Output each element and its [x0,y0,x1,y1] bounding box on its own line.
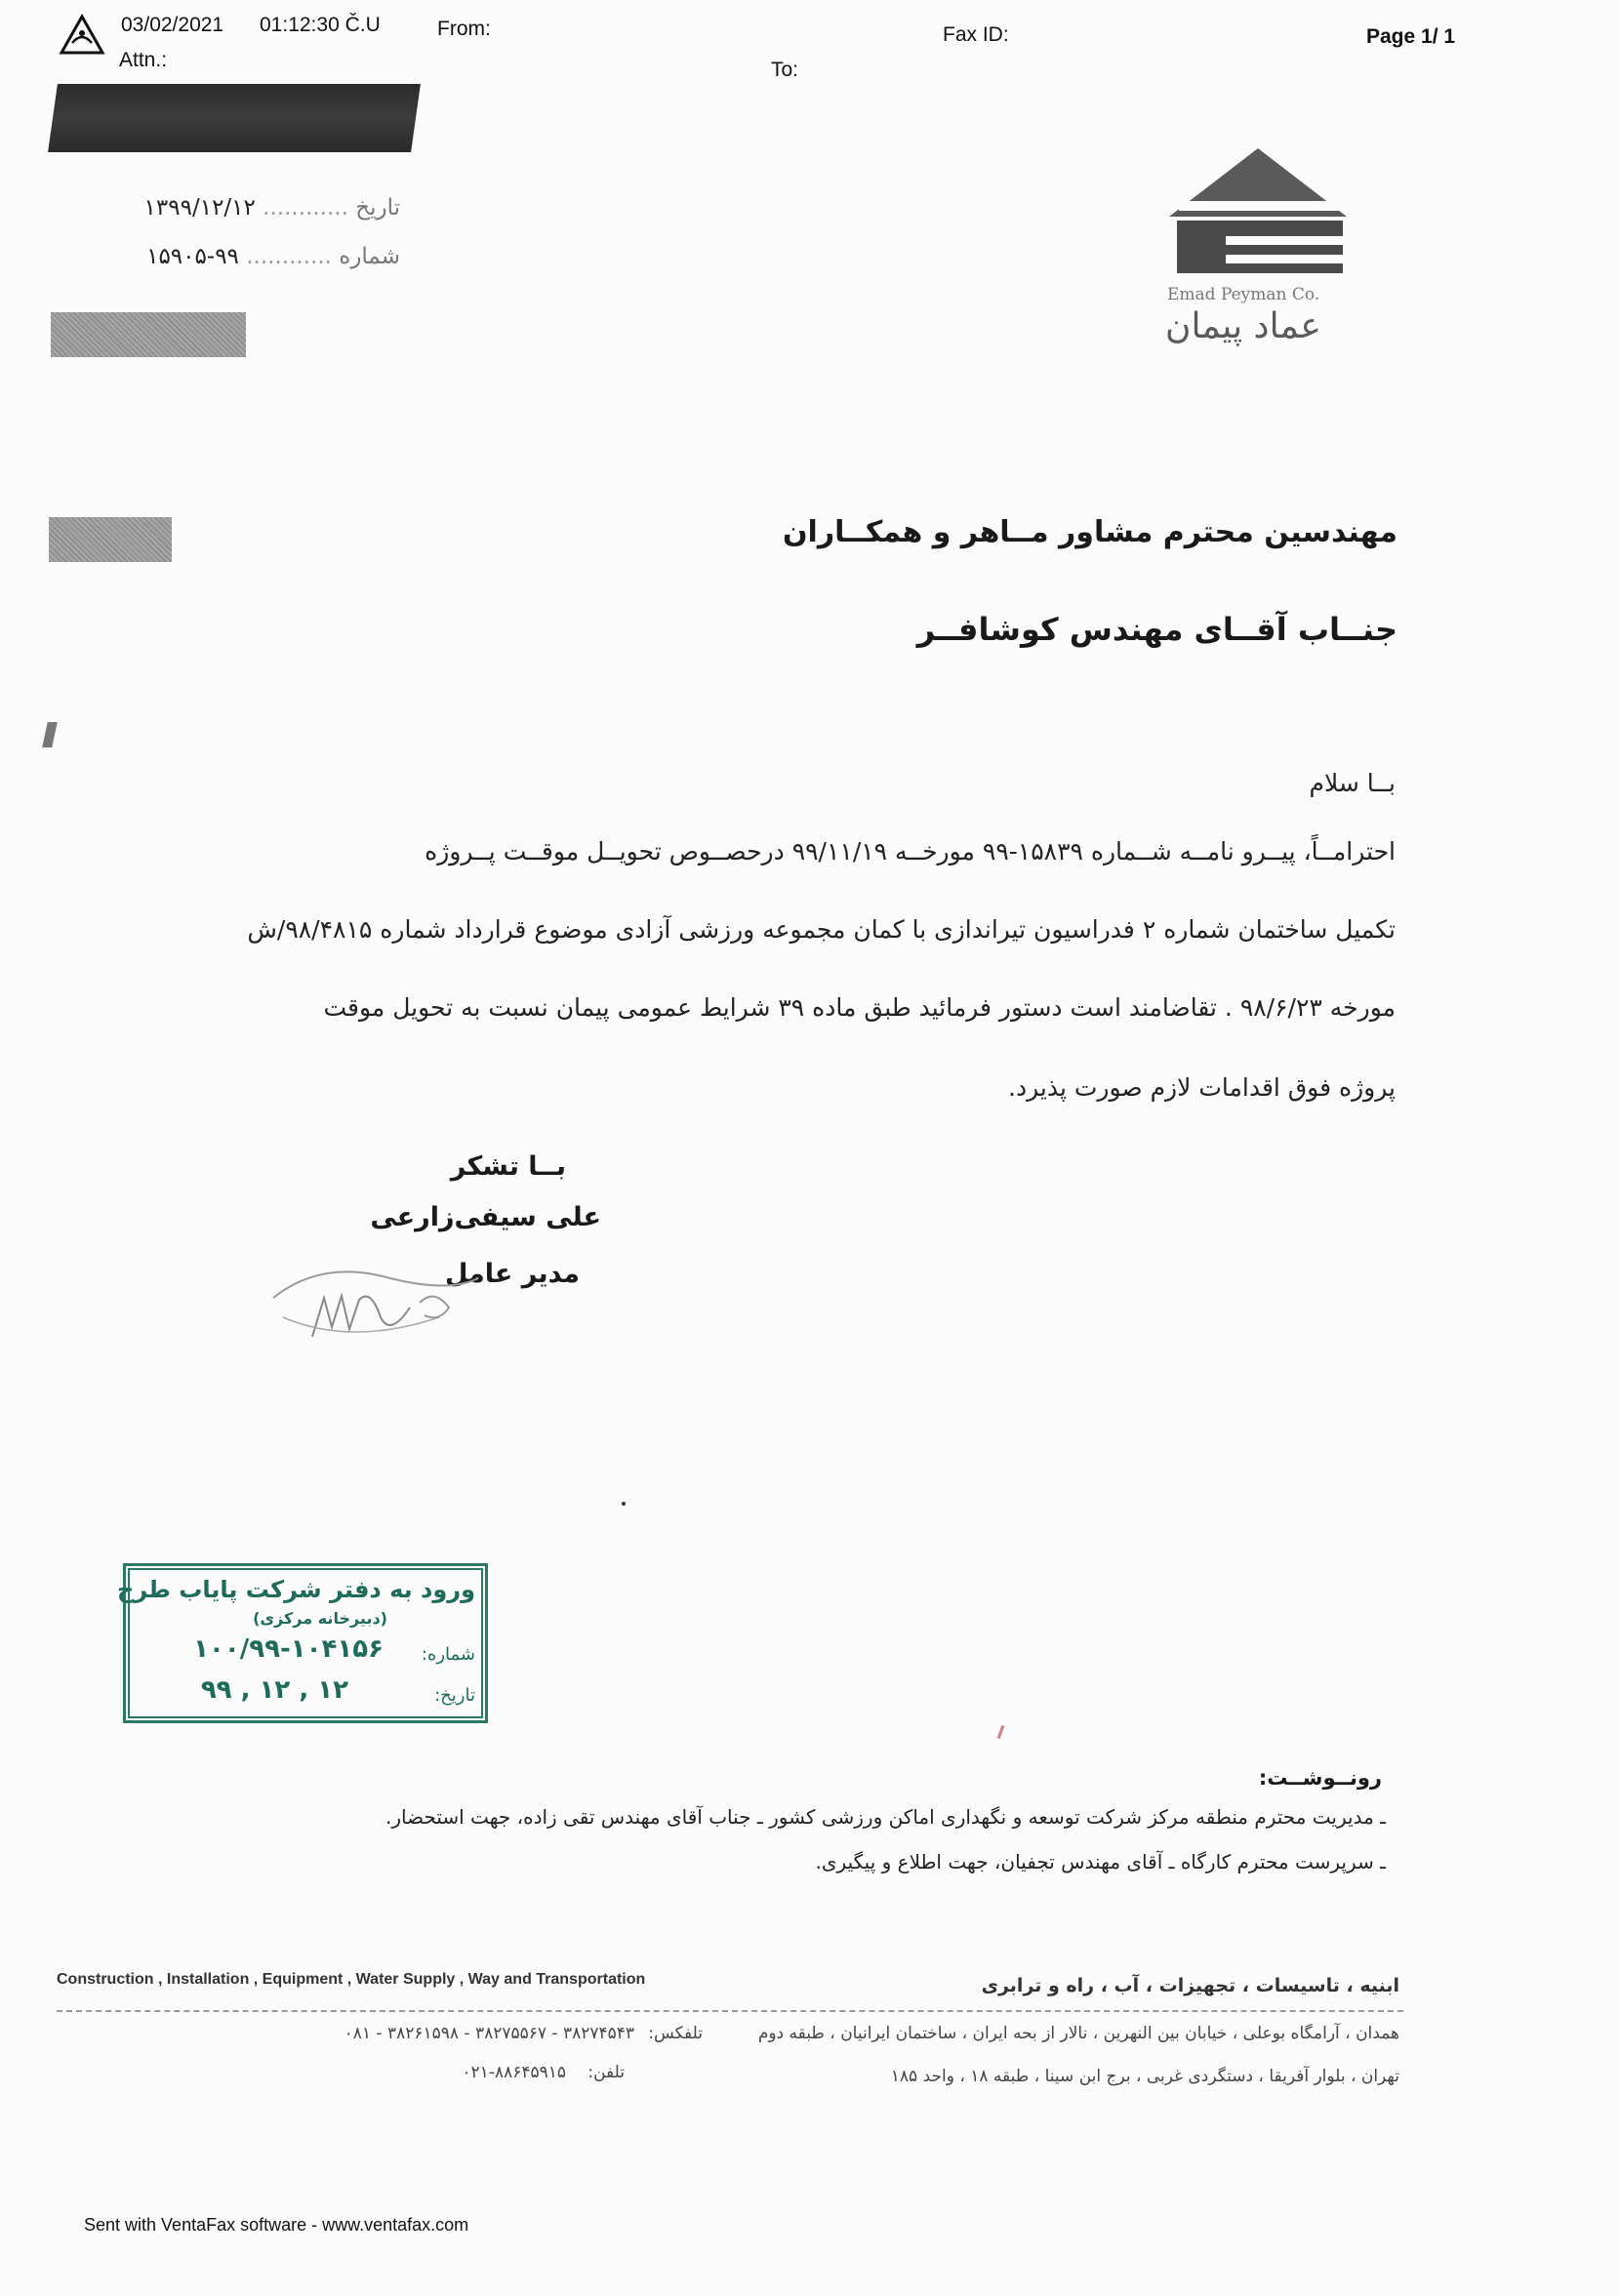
body-line4: پروژه فوق اقدامات لازم صورت پذیرد. [1008,1073,1396,1102]
signer-name: علی سیفی‌زارعی [370,1202,601,1232]
fax-from-label: From: [437,18,491,40]
stamp-number-value: ۱۰۰/۹۹-۱۰۴۱۵۶ [193,1634,384,1664]
fax-date: 03/02/2021 [121,14,224,36]
footer-tel-tehran-label: تلفن: [587,2063,625,2082]
footer-divider [57,2010,1403,2012]
meta-date-value: ۱۳۹۹/۱۲/۱۲ [143,195,256,221]
redacted-block-header [48,84,421,152]
footer-address-hamedan: همدان ، آرامگاه بوعلی ، خیابان بین النهرین ، نالار از بحه ایران ، ساختمان ایرانیان ، طبقه دوم [757,2024,1399,2043]
ink-dot [622,1502,626,1506]
footer-tel-tehran: ۰۲۱-۸۸۶۴۵۹۱۵ [462,2063,566,2082]
stamp-subtitle: (دبیرخانه مرکزی) [253,1609,387,1628]
fax-logo-icon [59,14,105,57]
stamp-date-value: ۹۹ , ۱۲ , ۱۲ [200,1675,348,1705]
signer-title: مدیر عامل [444,1259,580,1289]
redacted-block-small [51,312,246,357]
body-line3: مورخه ۹۸/۶/۲۳ . تقاضامند است دستور فرمائید طبق ماده ۳۹ شرایط عمومی پیمان نسبت به تحویل موقت [323,993,1396,1022]
meta-number-label: شماره [339,244,400,269]
meta-date-label: تاریخ [355,195,400,221]
redacted-block-margin [49,517,172,562]
fax-page-label: Page 1/ 1 [1366,25,1456,48]
fax-footer: Sent with VentaFax software - www.ventafax.com [84,2215,469,2235]
footer-services-fa: ابنیه ، تاسیسات ، تجهیزات ، آب ، راه و ترابری [981,1975,1399,1996]
margin-mark [42,722,58,747]
fax-time: 01:12:30 Č.U [260,14,381,36]
recipient-line1: مهندسین محترم مشاور مــاهر و همکــاران [782,515,1397,549]
received-stamp [117,1563,488,1723]
stamp-title: ورود به دفتر شرکت پایاب طرح [117,1576,475,1603]
greeting: بــا سلام [1309,769,1396,797]
fax-id-label: Fax ID: [943,23,1009,46]
company-logo-icon [1167,146,1349,275]
fax-attn-label: Attn.: [119,49,168,71]
stamp-number-label: شماره: [421,1644,475,1665]
company-name-en: Emad Peyman Co. [1167,285,1320,304]
fax-to-label: To: [771,59,799,81]
body-line1: احترامــاً، پیــرو نامــه شــماره ۱۵۸۳۹-۹۹ مورخــه ۹۹/۱۱/۱۹ درحصــوص تحویــل موقــت پــروژه [425,837,1396,866]
cc-label: رونــوشــت: [1258,1766,1382,1790]
body-line2: تکمیل ساختمان شماره ۲ فدراسیون تیراندازی با کمان مجموعه ورزشی آزادی موضوع قرارداد شماره ۹۸/۴۸۱۵/ش [247,915,1396,944]
red-mark [997,1725,1005,1739]
footer-tel-hamedan: ۰۸۱ - ۳۸۲۶۱۵۹۸ - ۳۸۲۷۵۵۶۷ - ۳۸۲۷۴۵۴۳ [344,2024,634,2043]
recipient-line2: جنــاب آقــای مهندس کوشافــر [916,611,1397,648]
meta-number-row: شماره ............ ۹۹-۱۵۹۰۵ [146,244,400,269]
footer-services-en: Construction , Installation , Equipment , Water Supply , Way and Transportation [57,1971,646,1988]
meta-date-row: تاریخ ............ ۱۳۹۹/۱۲/۱۲ [143,195,400,221]
company-name-fa: عماد پیمان [1165,306,1321,346]
cc-line1: ـ مدیریت محترم منطقه مرکز شرکت توسعه و نگهداری اماکن ورزشی کشور ـ جناب آقای مهندس تقی زاده، جهت استحضار. [385,1805,1386,1829]
footer-address-tehran: تهران ، بلوار آفریقا ، دستگردی غربی ، برج ابن سینا ، طبقه ۱۸ ، واحد ۱۸۵ [890,2067,1399,2086]
stamp-date-label: تاریخ: [434,1685,475,1706]
meta-number-value: ۹۹-۱۵۹۰۵ [146,244,239,269]
closing: بــا تشکر [450,1151,566,1182]
signature-image [263,1249,488,1356]
footer-tel-hamedan-label: تلفکس: [648,2024,703,2043]
cc-line2: ـ سرپرست محترم کارگاه ـ آقای مهندس تجفیان، جهت اطلاع و پیگیری. [815,1850,1386,1873]
